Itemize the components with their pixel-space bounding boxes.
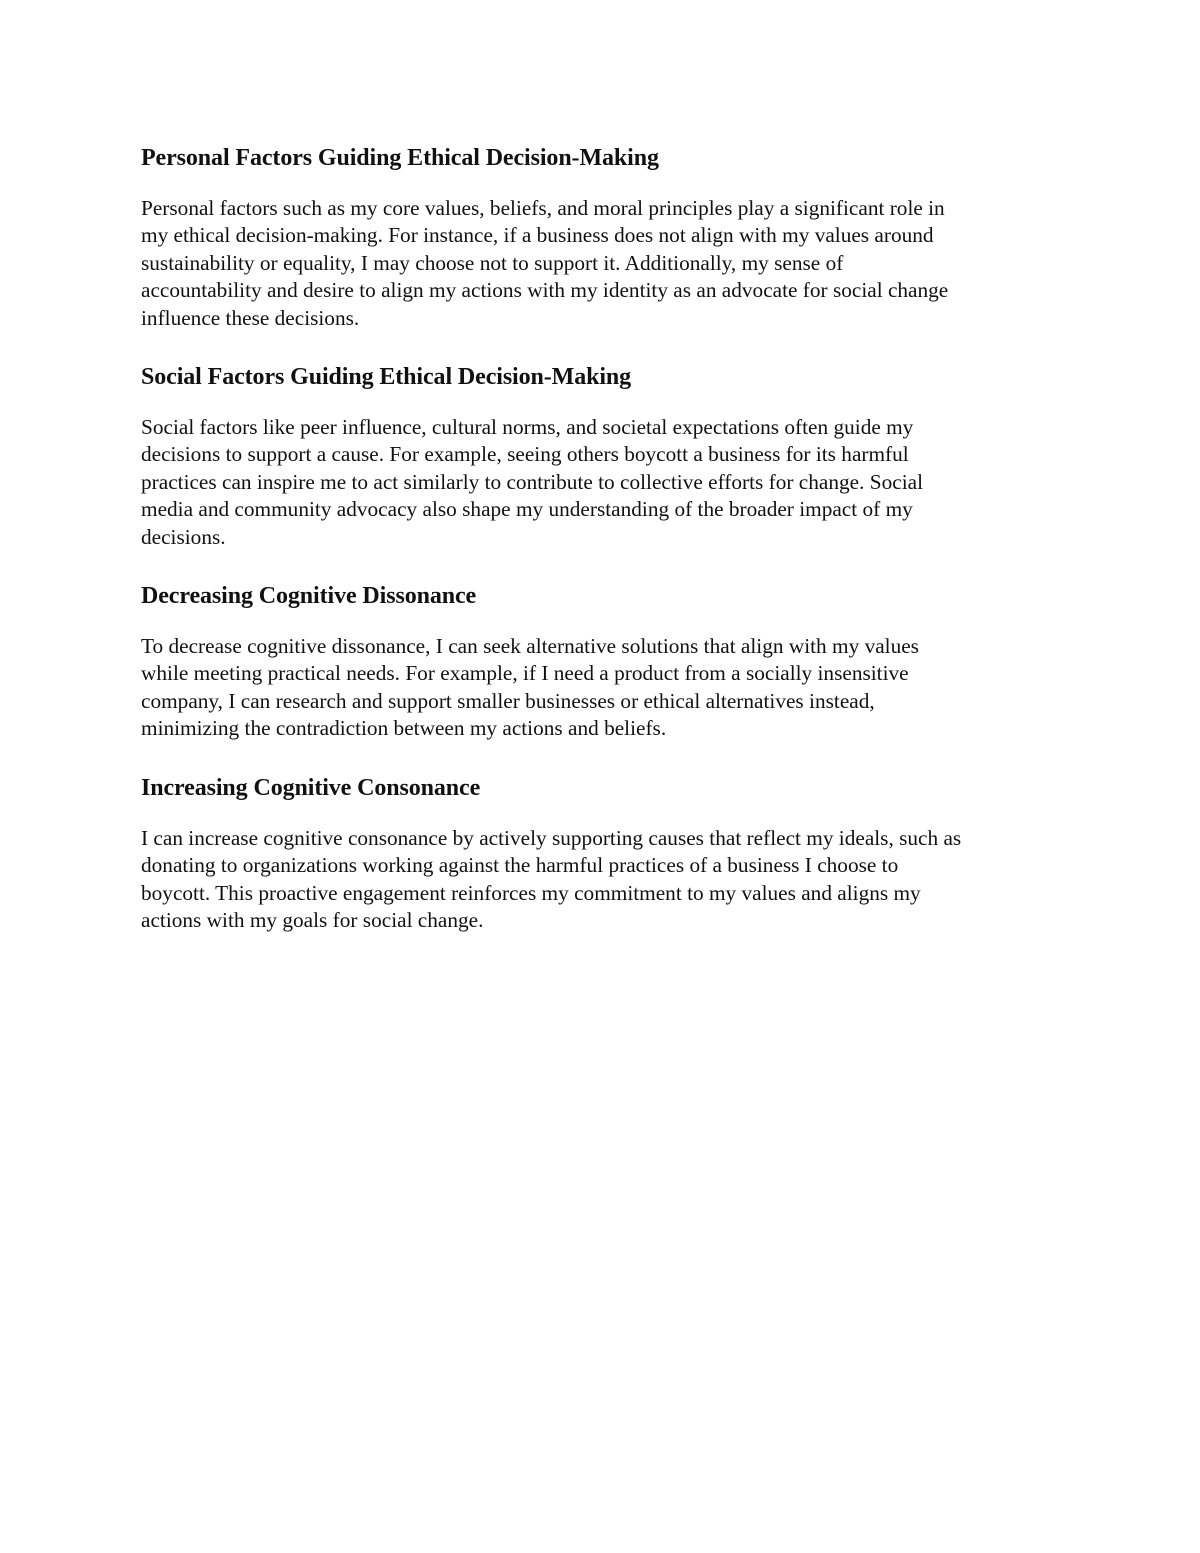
paragraph-line: accountability and desire to align my actions with my identity as an advocate for social change xyxy=(141,278,949,303)
paragraph-line: company, I can research and support smaller businesses or ethical alternatives instead, xyxy=(141,688,875,713)
paragraph-line: I can increase cognitive consonance by actively supporting causes that reflect my ideals, such as xyxy=(141,825,962,850)
paragraph-line: sustainability or equality, I may choose not to support it. Additionally, my sense of xyxy=(141,250,844,275)
paragraph-line: practices can inspire me to act similarly to contribute to collective efforts for change. Social xyxy=(141,469,923,494)
paragraph-line: decisions to support a cause. For example, seeing others boycott a business for its harmful xyxy=(141,442,909,467)
paragraph-line: To decrease cognitive dissonance, I can seek alternative solutions that align with my values xyxy=(141,634,919,659)
section-paragraph xyxy=(141,414,1061,551)
section-heading: Social Factors Guiding Ethical Decision-Making xyxy=(141,364,632,391)
section-personal-factors xyxy=(141,140,1061,332)
section-social-factors xyxy=(141,359,1061,551)
section-heading: Increasing Cognitive Consonance xyxy=(141,774,481,801)
section-paragraph xyxy=(141,633,1061,743)
paragraph-line: donating to organizations working against the harmful practices of a business I choose to xyxy=(141,853,899,878)
paragraph-line: my ethical decision-making. For instance, if a business does not align with my values around xyxy=(141,223,934,248)
paragraph-line: Personal factors such as my core values, beliefs, and moral principles play a significant role in xyxy=(141,196,945,220)
paragraph-line: Social factors like peer influence, cultural norms, and societal expectations often guide my xyxy=(141,415,914,440)
section-heading: Decreasing Cognitive Dissonance xyxy=(141,583,477,610)
paragraph-line: while meeting practical needs. For example, if I need a product from a socially insensitive xyxy=(141,661,909,686)
paragraph-line: influence these decisions. xyxy=(141,305,360,330)
paragraph-line: decisions. xyxy=(141,524,226,549)
paragraph-line: actions with my goals for social change. xyxy=(141,907,484,932)
section-increasing-consonance xyxy=(141,770,1061,935)
document-body xyxy=(141,140,1061,961)
section-heading: Personal Factors Guiding Ethical Decision-Making xyxy=(141,145,659,171)
section-paragraph xyxy=(141,825,1061,935)
paragraph-line: minimizing the contradiction between my actions and beliefs. xyxy=(141,716,667,741)
paragraph-line: boycott. This proactive engagement reinforces my commitment to my values and aligns my xyxy=(141,880,921,905)
section-decreasing-dissonance xyxy=(141,578,1061,743)
section-paragraph xyxy=(141,195,1061,332)
paragraph-line: media and community advocacy also shape my understanding of the broader impact of my xyxy=(141,497,913,522)
